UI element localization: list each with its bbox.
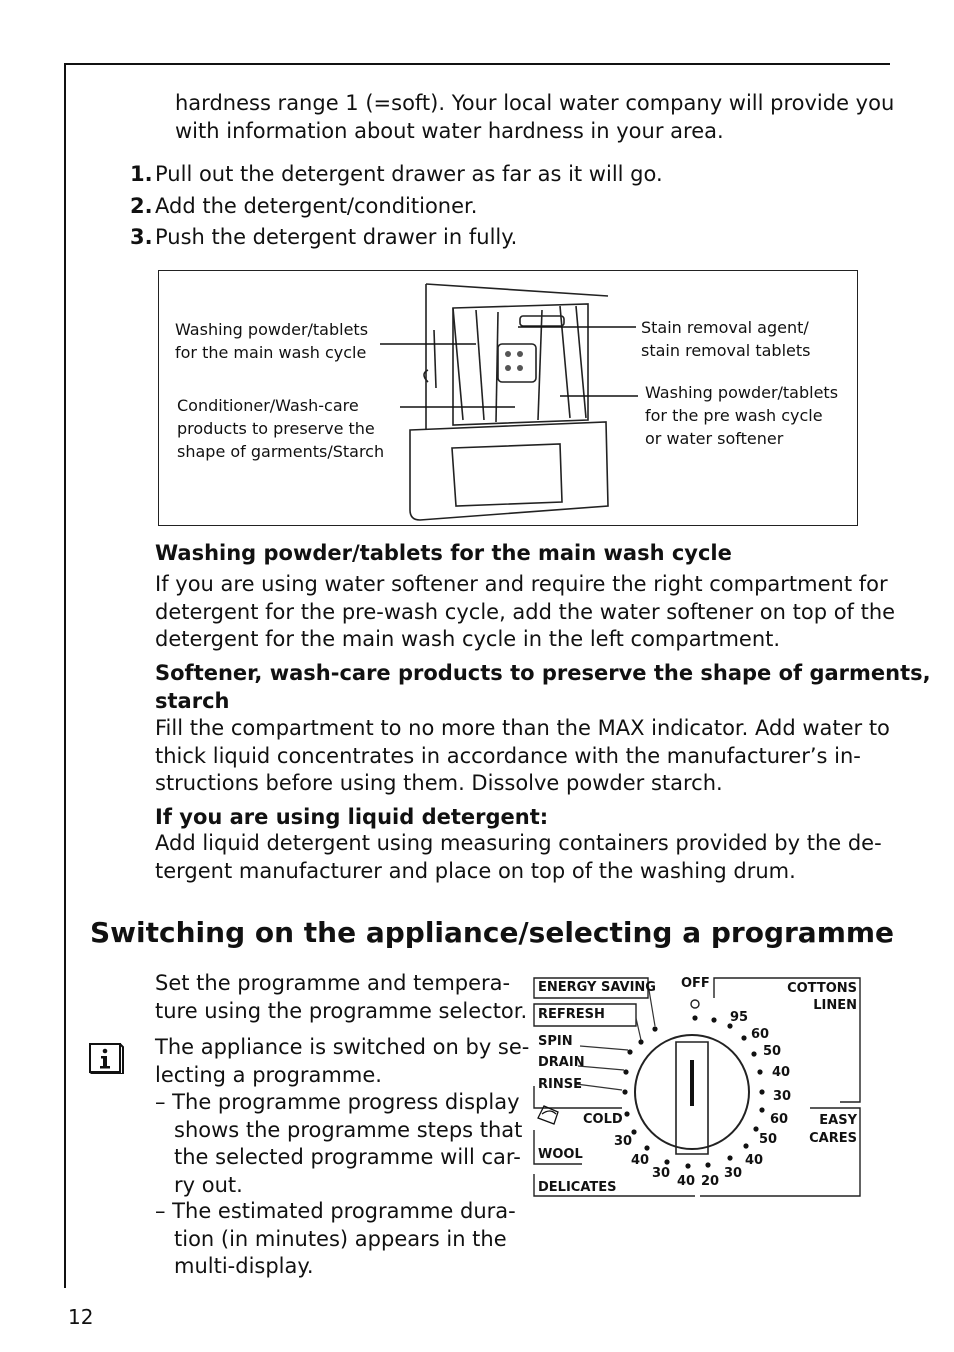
paragraph-line: detergent for the main wash cycle in the left compartment. bbox=[155, 627, 781, 651]
step-number: 3. bbox=[130, 225, 153, 249]
dial-label-cottons-linen bbox=[760, 980, 857, 1014]
temp-label: 30 bbox=[724, 1166, 743, 1181]
temp-label: 30 bbox=[652, 1166, 671, 1181]
softener-paragraph bbox=[155, 715, 890, 798]
caption-line: Washing powder/tablets bbox=[645, 383, 839, 402]
caption-line: for the pre wash cycle bbox=[645, 406, 823, 425]
dial-label-spin: SPIN bbox=[538, 1034, 573, 1049]
bullet-progress-display bbox=[155, 1089, 522, 1199]
liquid-paragraph bbox=[155, 830, 882, 885]
intro-paragraph bbox=[175, 90, 894, 145]
caption-line: or water softener bbox=[645, 429, 784, 448]
step-number: 2. bbox=[130, 194, 153, 218]
section-heading: Switching on the appliance/selecting a programme bbox=[90, 916, 895, 949]
dial-label-delicates: DELICATES bbox=[538, 1180, 617, 1195]
paragraph-line: detergent for the pre-wash cycle, add the water softener on top of the bbox=[155, 599, 896, 624]
liquid-heading: If you are using liquid detergent: bbox=[155, 805, 549, 829]
step-text: Push the detergent drawer in fully. bbox=[155, 225, 518, 249]
step-2 bbox=[130, 193, 477, 220]
dial-label-easy-cares bbox=[790, 1112, 857, 1148]
label-line: CARES bbox=[809, 1131, 857, 1146]
bullet-duration bbox=[155, 1198, 516, 1281]
heading-line: starch bbox=[155, 688, 230, 713]
paragraph-line: Set the programme and tempera- bbox=[155, 971, 511, 995]
step-1 bbox=[130, 161, 663, 188]
step-number: 1. bbox=[130, 162, 153, 186]
temp-label: 60 bbox=[751, 1027, 770, 1042]
dial-label-energy-saving: ENERGY SAVING bbox=[538, 980, 656, 995]
info-icon bbox=[88, 1042, 124, 1074]
step-3 bbox=[130, 224, 517, 251]
bullet-line: – The programme progress display bbox=[155, 1090, 520, 1114]
caption-line: for the main wash cycle bbox=[175, 343, 367, 362]
intro-line: hardness range 1 (=soft). Your local water company will provide you bbox=[175, 91, 895, 115]
step-text: Pull out the detergent drawer as far as it will go. bbox=[155, 162, 663, 186]
left-rule bbox=[64, 63, 66, 1288]
temp-label: 30 bbox=[614, 1134, 633, 1149]
dial-label-rinse: RINSE bbox=[538, 1077, 582, 1092]
temp-label: 95 bbox=[730, 1010, 749, 1025]
page-number: 12 bbox=[68, 1305, 94, 1329]
dial-label-wool: WOOL bbox=[538, 1147, 583, 1162]
label-line: LINEN bbox=[813, 998, 857, 1013]
paragraph-line: lecting a programme. bbox=[155, 1062, 382, 1087]
label-line: EASY bbox=[819, 1113, 857, 1128]
dial-label-off: OFF bbox=[681, 976, 710, 991]
paragraph-line: thick liquid concentrates in accordance with the manufacturer’s in- bbox=[155, 743, 861, 768]
caption-line: Washing powder/tablets bbox=[175, 320, 369, 339]
label-stain-removal bbox=[641, 316, 810, 362]
label-line: COTTONS bbox=[787, 981, 857, 996]
temp-label: 40 bbox=[631, 1153, 650, 1168]
temp-label: 40 bbox=[677, 1174, 696, 1189]
bullet-line: tion (in minutes) appears in the bbox=[174, 1226, 507, 1251]
dial-label-cold: COLD bbox=[583, 1112, 623, 1127]
caption-line: stain removal tablets bbox=[641, 341, 811, 360]
label-main-wash bbox=[175, 318, 368, 364]
dial-label-refresh: REFRESH bbox=[538, 1007, 605, 1022]
label-pre-wash bbox=[645, 381, 838, 450]
bullet-line: – The estimated programme dura- bbox=[155, 1199, 516, 1223]
temp-label: 60 bbox=[770, 1112, 789, 1127]
info-paragraph bbox=[155, 1034, 529, 1089]
paragraph-line: Fill the compartment to no more than the MAX indicator. Add water to bbox=[155, 716, 890, 740]
paragraph-line: The appliance is switched on by se- bbox=[155, 1035, 530, 1059]
bullet-line: shows the programme steps that bbox=[174, 1117, 523, 1142]
temp-label: 30 bbox=[773, 1089, 792, 1104]
temp-label: 50 bbox=[763, 1044, 782, 1059]
paragraph-line: ture using the programme selector. bbox=[155, 998, 528, 1023]
caption-line: shape of garments/Starch bbox=[177, 442, 385, 461]
temp-label: 50 bbox=[759, 1132, 778, 1147]
heading-line: Softener, wash-care products to preserve the shape of garments, bbox=[155, 661, 931, 685]
main-wash-heading: Washing powder/tablets for the main wash cycle bbox=[155, 541, 732, 565]
programme-intro bbox=[155, 970, 527, 1025]
top-rule bbox=[64, 63, 890, 65]
bullet-line: ry out. bbox=[174, 1172, 243, 1197]
label-conditioner bbox=[177, 394, 384, 463]
bullet-line: multi-display. bbox=[174, 1254, 314, 1278]
intro-line: with information about water hardness in your area. bbox=[175, 118, 724, 143]
paragraph-line: Add liquid detergent using measuring containers provided by the de- bbox=[155, 831, 882, 855]
paragraph-line: structions before using them. Dissolve powder starch. bbox=[155, 771, 723, 795]
step-text: Add the detergent/conditioner. bbox=[155, 194, 478, 218]
bullet-line: the selected programme will car- bbox=[174, 1145, 521, 1169]
temp-label: 40 bbox=[745, 1153, 764, 1168]
caption-line: products to preserve the bbox=[177, 419, 375, 438]
temp-label: 40 bbox=[772, 1065, 791, 1080]
paragraph-line: tergent manufacturer and place on top of the washing drum. bbox=[155, 858, 796, 883]
dial-label-drain: DRAIN bbox=[538, 1055, 585, 1070]
main-wash-paragraph bbox=[155, 571, 895, 654]
softener-heading bbox=[155, 660, 931, 715]
paragraph-line: If you are using water softener and require the right compartment for bbox=[155, 572, 888, 596]
temp-label: 20 bbox=[701, 1174, 720, 1189]
caption-line: Stain removal agent/ bbox=[641, 318, 809, 337]
caption-line: Conditioner/Wash-care bbox=[177, 396, 359, 415]
